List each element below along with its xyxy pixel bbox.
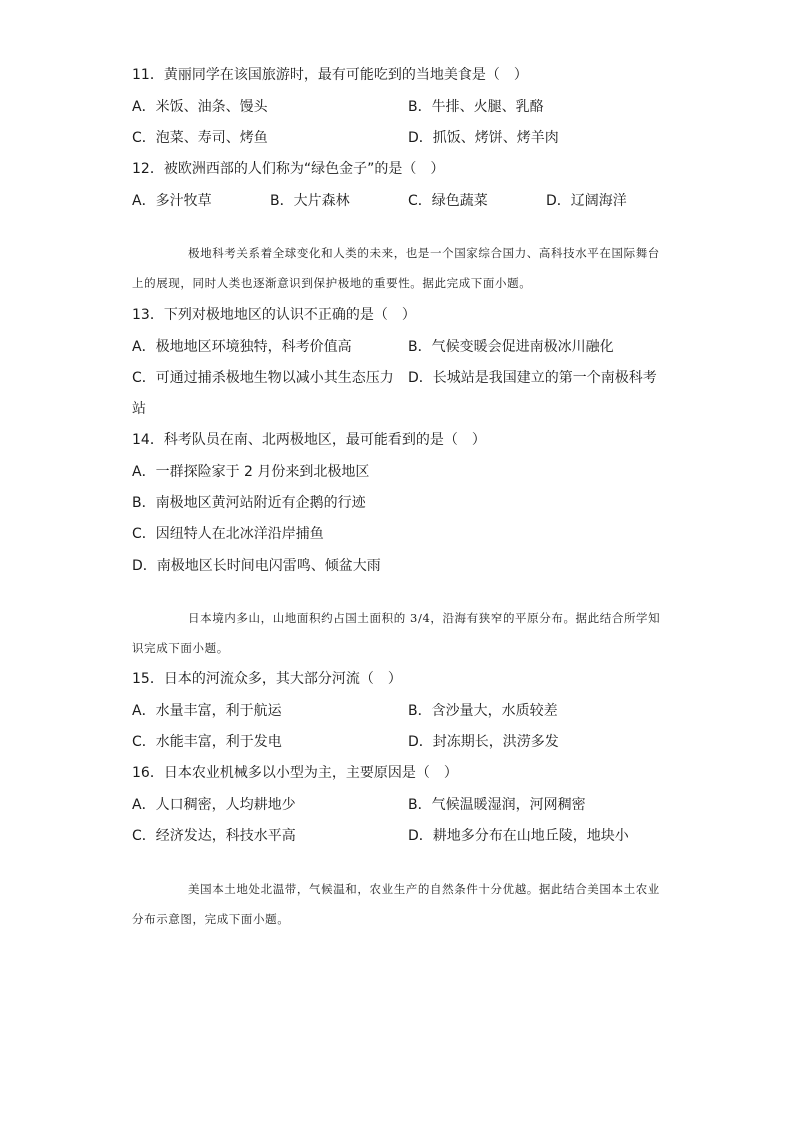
q12-option-b: B．大片森林 bbox=[270, 193, 350, 209]
q13-option-c: C．可通过捕杀极地生物以减小其生态压力 bbox=[132, 370, 394, 386]
q11-stem: 11．黄丽同学在该国旅游时，最有可能吃到的当地美食是（ ） bbox=[132, 67, 528, 83]
passage-us-agriculture: 美国本土地处北温带，气候温和，农业生产的自然条件十分优越。据此结合美国本土农业分布示意图，完成下面小题。 bbox=[132, 882, 660, 926]
q16-stem: 16．日本农业机械多以小型为主，主要原因是（ ） bbox=[132, 765, 458, 781]
q12-stem: 12．被欧洲西部的人们称为“绿色金子”的是（ ） bbox=[132, 161, 445, 177]
q14-option-a: A．一群探险家于 2 月份来到北极地区 bbox=[132, 464, 370, 480]
q16-option-d: D．耕地多分布在山地丘陵，地块小 bbox=[408, 828, 629, 844]
q14-stem: 14．科考队员在南、北两极地区，最可能看到的是（ ） bbox=[132, 432, 486, 448]
q11-option-d: D．抓饭、烤饼、烤羊肉 bbox=[408, 130, 559, 146]
q12-option-d: D．辽阔海洋 bbox=[546, 193, 627, 209]
q16-option-b: B．气候温暖湿润，河网稠密 bbox=[408, 797, 586, 813]
q11-option-b: B．牛排、火腿、乳酪 bbox=[408, 99, 544, 115]
q14-option-b: B．南极地区黄河站附近有企鹅的行迹 bbox=[132, 495, 366, 511]
q15-option-a: A．水量丰富，利于航运 bbox=[132, 703, 282, 719]
passage-japan-terrain: 日本境内多山，山地面积约占国土面积的 3/4，沿海有狭窄的平原分布。据此结合所学知识完成下面小题。 bbox=[132, 611, 661, 655]
q15-option-d: D．封冻期长，洪涝多发 bbox=[408, 734, 559, 750]
q13-option-d: D．长城站是我国建立的第一个南极科考 bbox=[408, 370, 657, 386]
q13-option-b: B．气候变暖会促进南极冰川融化 bbox=[408, 339, 614, 355]
q12-option-a: A．多汁牧草 bbox=[132, 193, 212, 209]
q11-option-c: C．泡菜、寿司、烤鱼 bbox=[132, 130, 268, 146]
q15-option-b: B．含沙量大，水质较差 bbox=[408, 703, 558, 719]
q13-option-d-continued: 站 bbox=[132, 401, 146, 417]
q12-option-c: C．绿色蔬菜 bbox=[408, 193, 488, 209]
q14-option-d: D．南极地区长时间电闪雷鸣、倾盆大雨 bbox=[132, 558, 381, 574]
q13-stem: 13．下列对极地地区的认识不正确的是（ ） bbox=[132, 307, 416, 323]
passage-polar-research: 极地科考关系着全球变化和人类的未来，也是一个国家综合国力、高科技水平在国际舞台上的展现，同时人类也逐渐意识到保护极地的重要性。据此完成下面小题。 bbox=[132, 246, 660, 290]
q15-stem: 15．日本的河流众多，其大部分河流（ ） bbox=[132, 671, 402, 687]
q15-option-c: C．水能丰富，利于发电 bbox=[132, 734, 282, 750]
q16-option-a: A．人口稠密，人均耕地少 bbox=[132, 797, 296, 813]
q13-option-a: A．极地地区环境独特，科考价值高 bbox=[132, 339, 352, 355]
q11-option-a: A．米饭、油条、馒头 bbox=[132, 99, 268, 115]
q16-option-c: C．经济发达，科技水平高 bbox=[132, 828, 296, 844]
q14-option-c: C．因纽特人在北冰洋沿岸捕鱼 bbox=[132, 526, 324, 542]
